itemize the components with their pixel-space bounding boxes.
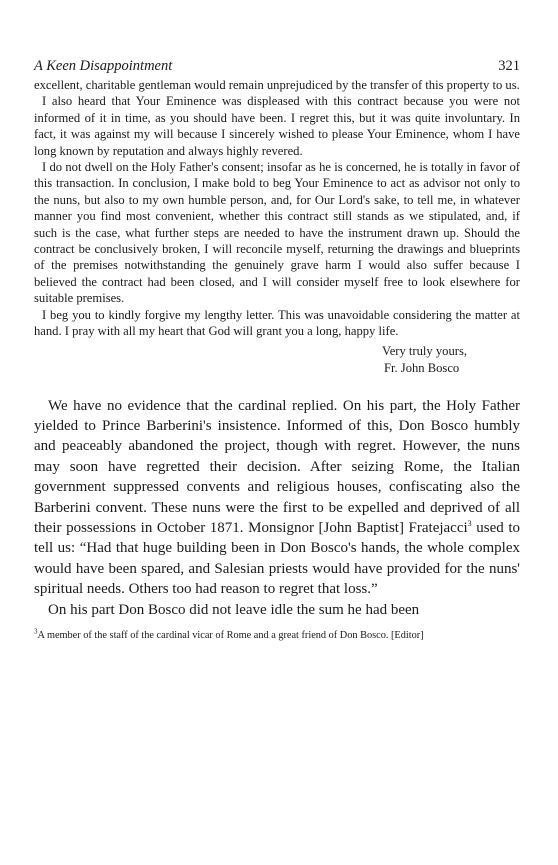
narrative-text-part: used to tell us: “Had that huge building been in Don Bosco's hands, the whole complex would have been spared, and Salesian priests would have provided for the nuns' spiritual needs. Others too had reason to regret that loss.” — [34, 519, 520, 598]
letter-text — [34, 77, 520, 377]
page-number: 321 — [498, 58, 520, 74]
narrative-paragraph: On his part Don Bosco did not leave idle the sum he had been — [48, 601, 420, 618]
footnote-reference[interactable]: 3 — [467, 518, 472, 528]
footnote — [34, 629, 520, 643]
valediction: Very truly yours, — [382, 343, 467, 358]
footnote-text: A member of the staff of the cardinal vicar of Rome and a great friend of Don Bosco. [Editor] — [37, 629, 424, 641]
letter-paragraph: I beg you to kindly forgive my lengthy letter. This was unavoidable considering the matter at hand. I pray with all my heart that God will grant you a long, happy life. — [34, 307, 520, 339]
footnote-marker: 3 — [34, 627, 38, 636]
book-page — [34, 58, 520, 643]
running-head — [34, 58, 520, 75]
narrative-paragraph — [34, 396, 520, 600]
letter-paragraph: excellent, charitable gentleman would remain unprejudiced by the transfer of this property to us. — [34, 78, 520, 92]
letter-paragraph: I also heard that Your Eminence was displeased with this contract because you were not informed of it in time, as you should have been. I regret this, but it was quite involuntary. In fact, it was against my will because I sincerely wished to please Your Eminence, whom I have long known by reputation and always highly revered. — [34, 94, 520, 158]
signature: Fr. John Bosco — [384, 360, 460, 375]
narrative-text — [34, 396, 520, 620]
letter-paragraph: I do not dwell on the Holy Father's consent; insofar as he is concerned, he is totally in favor of this transaction. In conclusion, I make bold to beg Your Eminence to act as advisor not only to the nuns, but also to my own humble person, and, for Our Lord's sake, to tell me, in whatever manner you find most convenient, whether this contract still stands as we stipulated, and, if such is the case, what further steps are needed to have the instrument drawn up. Should the contract be conclusively broken, I will reconcile myself, returning the drawings and blueprints of the premises notwithstanding the genuinely grave harm I would also suffer because I believed the contract had been closed, and I will consider myself free to look elsewhere for suitable premises. — [34, 160, 520, 306]
running-title: A Keen Disappointment — [34, 58, 173, 74]
narrative-text-part: We have no evidence that the cardinal replied. On his part, the Holy Father yielded to Prince Barberini's insistence. Informed of this, Don Bosco humbly and peaceably abandoned the project, though with regret. However, the nuns may soon have regretted their decision. After seizing Rome, the Italian government suppressed convents and religious houses, confiscating also the Barberini convent. These nuns were the first to be expelled and deprived of all their possessions in October 1871. Monsignor [John Baptist] Fratejacci — [34, 397, 520, 536]
letter-closing — [34, 343, 520, 377]
